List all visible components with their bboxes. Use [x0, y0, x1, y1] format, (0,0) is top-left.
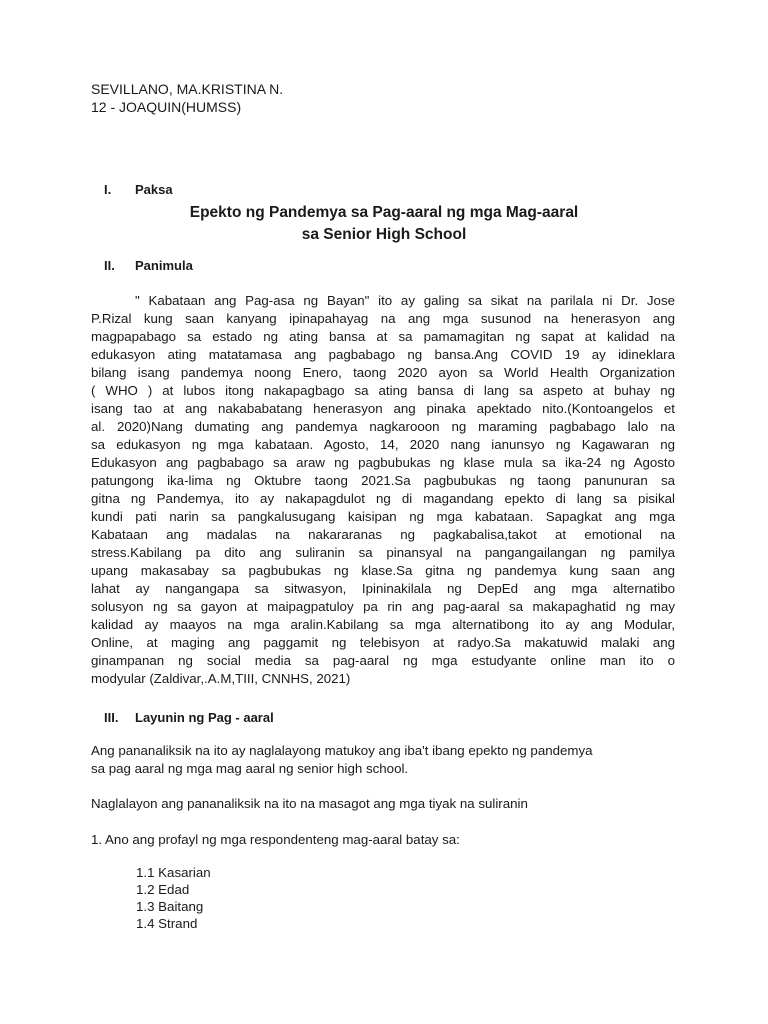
paragraph-line: patungong ika-lima ng Oktubre taong 2021.Sa pagbubukas ng taong panunuran sa	[91, 473, 675, 488]
list-item: 1.2 Edad	[136, 882, 190, 897]
paragraph-line: Edukasyon ang pagbabago sa araw ng pagbubukas ng klase mula sa ika-24 ng Agosto	[91, 455, 675, 470]
paragraph-line: ginampanan ng social media sa pag-aaral ng mga estudyante online man ito o	[91, 653, 675, 668]
paragraph-line: kundi pati narin sa pangkalusugang kaisipan ng mga kabataan. Sapagkat ang mga	[91, 509, 675, 524]
profile-list	[136, 864, 211, 932]
paragraph-line: sa edukasyon ng mga kabataan. Agosto, 14, 2020 nang ianunsyo ng Kagawaran ng	[91, 437, 675, 452]
paragraph-line: sa pag aaral ng mga mag aaral ng senior high school.	[91, 761, 409, 776]
panimula-paragraph	[91, 292, 675, 688]
paragraph-line: gitna ng Pandemya, ito ay nakapagdulot ng di magandang epekto di lang sa pisikal	[91, 491, 675, 506]
paragraph-line: bilang isang pandemya noong Enero, taong 2020 ayon sa World Health Organization	[91, 365, 675, 380]
section-heading-panimula	[104, 258, 193, 273]
list-item: 1.1 Kasarian	[136, 865, 211, 880]
section-number: II.	[104, 258, 115, 273]
paragraph-line: stress.Kabilang pa dito ang suliranin sa pinansyal na pangangailangan ng pamilya	[91, 545, 675, 560]
section-number: I.	[104, 182, 112, 197]
student-name: SEVILLANO, MA.KRISTINA N.	[91, 81, 284, 97]
paragraph-line: kalidad ay maayos na mga aralin.Kabilang sa mga alternatibong ito ay ang Modular,	[91, 617, 675, 632]
paragraph-line: edukasyon ating matatamasa ang pagbabago ng bansa.Ang COVID 19 ay idineklara	[91, 347, 675, 362]
paragraph-line: isang tao at ang nakababatang henerasyon ang pinaka apektado nito.(Kontoangelos et	[91, 401, 675, 416]
list-item: 1.4 Strand	[136, 916, 198, 931]
section-label: Panimula	[135, 258, 193, 273]
title-line-2: sa Senior High School	[301, 226, 467, 243]
list-item: 1.3 Baitang	[136, 899, 204, 914]
document-title	[0, 202, 768, 246]
paragraph-line: lahat ay nangangapa sa sitwasyon, Ipininakilala ng DepEd ang mga alternatibo	[91, 581, 675, 596]
title-line-1: Epekto ng Pandemya sa Pag-aaral ng mga Mag-aaral	[189, 204, 579, 221]
paragraph-line: ( WHO ) at lubos itong nakapagbago sa ating bansa di lang sa aspeto at buhay ng	[91, 383, 675, 398]
paragraph-line: " Kabataan ang Pag-asa ng Bayan" ito ay galing sa sikat na parilala ni Dr. Jose	[135, 293, 675, 308]
section-number: III.	[104, 710, 119, 725]
paragraph-line: Online, at maging ang paggamit ng telebisyon at radyo.Sa makatuwid malaki ang	[91, 635, 675, 650]
paragraph-line: upang makasabay sa pagbubukas ng klase.Sa gitna ng pandemya kung saan ang	[91, 563, 675, 578]
section-label: Paksa	[135, 182, 173, 197]
paragraph-line: Ang pananaliksik na ito ay naglalayong matukoy ang iba't ibang epekto ng pandemya	[91, 743, 593, 758]
paragraph-line: modyular (Zaldivar,.A.M,TIII, CNNHS, 2021)	[91, 671, 351, 686]
section-heading-layunin	[104, 710, 274, 725]
section-label: Layunin ng Pag - aaral	[135, 710, 274, 725]
section-heading-paksa	[104, 182, 173, 197]
layunin-paragraph-1	[91, 742, 593, 778]
question-1: 1. Ano ang profayl ng mga respondenteng mag-aaral batay sa:	[91, 832, 460, 847]
paragraph-line: al. 2020)Nang dumating ang pandemya nagkarooon ng maraming pagbabago lalo na	[91, 419, 675, 434]
layunin-paragraph-2: Naglalayon ang pananaliksik na ito na masagot ang mga tiyak na suliranin	[91, 796, 528, 811]
student-header	[91, 80, 283, 116]
paragraph-line: P.Rizal kung saan kanyang ipinapahayag na ang mga susunod na henerasyon ang	[91, 311, 675, 326]
paragraph-line: solusyon ng sa gayon at maipagpatuloy pa rin ang pag-aaral sa makapaghatid ng may	[91, 599, 675, 614]
student-section: 12 - JOAQUIN(HUMSS)	[91, 99, 242, 115]
paragraph-line: Kabataan ang madalas na nakararanas ng pagkabalisa,takot at emotional na	[91, 527, 675, 542]
paragraph-line: magpapabago sa estado ng ating bansa at sa pamamagitan ng sapat at kalidad na	[91, 329, 675, 344]
